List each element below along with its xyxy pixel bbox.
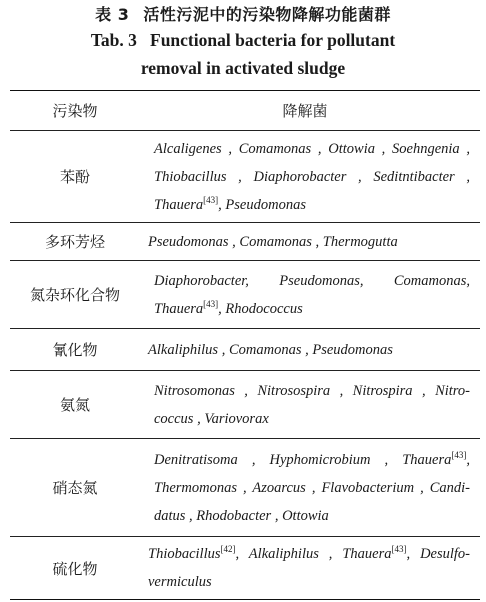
pollutant-cell: 多环芳烃 (44, 233, 105, 251)
bacteria-text: Alkaliphilus , Comamonas , Pseudomonas (148, 341, 393, 358)
pollutant-cell: 氨氮 (59, 396, 90, 414)
pollutant-cell: 氰化物 (52, 341, 98, 359)
table-title-en-line2: removal in activated sludge (140, 58, 346, 78)
bacteria-cell (140, 223, 480, 260)
bacteria-cell (140, 439, 480, 536)
bacteria-text: Pseudomonas , Comamonas , Thermogutta (148, 233, 398, 250)
table-header-row (10, 91, 480, 131)
table-row (10, 439, 480, 537)
bacteria-cell (140, 261, 480, 328)
citation: [42] (220, 544, 236, 554)
table-row (10, 371, 480, 439)
table-row (10, 329, 480, 371)
citation: [43] (451, 449, 467, 460)
bacteria-text: , Alkaliphilus , Thauera (235, 546, 392, 562)
bacteria-text: , Rhodococcus (218, 300, 303, 317)
pollutant-cell: 硝态氮 (52, 479, 98, 497)
table-title-en-line1: Tab. 3 Functional bacteria for pollutant (90, 30, 396, 50)
table-row (10, 261, 480, 329)
table-row (10, 537, 480, 599)
table-title-cn: 活性污泥中的污染物降解功能菌群 (143, 5, 391, 24)
citation: [43] (203, 194, 219, 205)
bacteria-text: , Thermomonas , Azoarcus , Flavobacterium , Candi-datus , Rhodobacter , Ottowia (154, 451, 470, 524)
bacteria-text: , Pseudomonas (218, 196, 306, 213)
pollutant-cell: 硫化物 (52, 559, 98, 578)
header-pollutant: 污染物 (52, 102, 98, 120)
bacteria-text: , Desulfo-vermiculus (148, 546, 471, 590)
table-number: 表 3 (95, 5, 130, 24)
citation: [43] (203, 298, 219, 309)
bacteria-text: Diaphorobacter, Pseudomonas, Comamonas, Thauera (154, 272, 470, 317)
citation: [43] (391, 544, 407, 554)
pollutant-cell: 氮杂环化合物 (29, 286, 120, 304)
table-caption-cn (0, 2, 486, 25)
bacteria-text: Thiobacillus (148, 546, 221, 562)
table-row (10, 223, 480, 261)
table-row (10, 131, 480, 223)
pollutant-cell: 苯酚 (59, 168, 90, 186)
header-bacteria: 降解菌 (282, 101, 328, 120)
bacteria-text: Nitrosomonas , Nitrosospira , Nitrospira , Nitro-coccus , Variovorax (154, 382, 470, 427)
bacteria-cell (140, 371, 480, 438)
bacteria-cell (140, 537, 480, 599)
bacteria-text: Denitratisoma , Hyphomicrobium , Thauera (154, 451, 452, 468)
bacteria-cell (140, 329, 480, 370)
bacteria-text: Alcaligenes , Comamonas , Ottowia , Soehngenia , Thiobacillus , Diaphorobacter , Seditntibacter , Thauera (154, 140, 470, 213)
bacteria-cell (140, 131, 480, 222)
bacteria-table (10, 90, 480, 600)
